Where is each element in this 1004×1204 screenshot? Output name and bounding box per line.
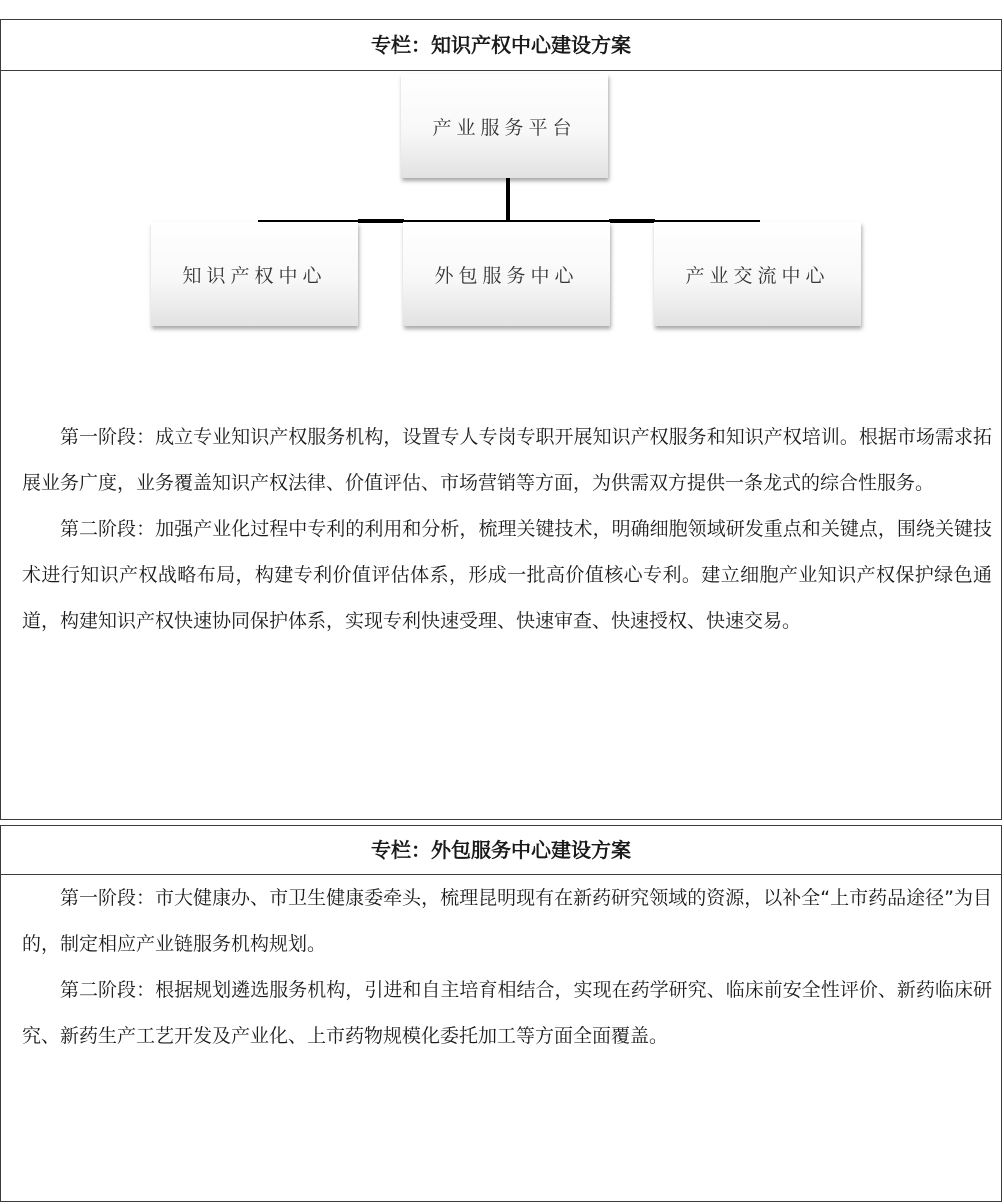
node-outsourcing-center: 外包服务中心	[403, 222, 610, 326]
panel-title: 专栏：外包服务中心建设方案	[1, 826, 1001, 875]
connector-line	[609, 219, 655, 223]
node-industry-exchange-center: 产业交流中心	[654, 222, 861, 326]
node-ip-center: 知识产权中心	[151, 222, 358, 326]
connector-line	[358, 219, 404, 223]
paragraph-stage-2: 第二阶段：根据规划遴选服务机构，引进和自主培育相结合，实现在药学研究、临床前安全性评价、新药临床研究、新药生产工艺开发及产业化、上市药物规模化委托加工等方面全面覆盖。	[22, 979, 992, 1047]
panel-body	[1, 406, 1001, 644]
paragraph-stage-2: 第二阶段：加强产业化过程中专利的利用和分析，梳理关键技术，明确细胞领域研发重点和关键点，围绕关键技术进行知识产权战略布局，构建专利价值评估体系，形成一批高价值核心专利。建立细胞产业知识产权保护绿色通道，构建知识产权快速协同保护体系，实现专利快速受理、快速审查、快速授权、快速交易。	[22, 518, 992, 632]
paragraph-stage-1: 第一阶段：成立专业知识产权服务机构，设置专人专岗专职开展知识产权服务和知识产权培训。根据市场需求拓展业务广度，业务覆盖知识产权法律、价值评估、市场营销等方面，为供需双方提供一条龙式的综合性服务。	[22, 426, 992, 494]
panel-body	[1, 875, 1001, 1059]
ip-center-panel	[0, 19, 1002, 820]
outsourcing-center-panel	[0, 825, 1002, 1202]
org-chart	[1, 71, 1001, 406]
connector-line	[506, 178, 510, 222]
paragraph-stage-1: 第一阶段：市大健康办、市卫生健康委牵头，梳理昆明现有在新药研究领域的资源，以补全“上市药品途径”为目的，制定相应产业链服务机构规划。	[22, 887, 992, 955]
panel-title: 专栏：知识产权中心建设方案	[1, 20, 1001, 71]
node-industry-service-platform: 产业服务平台	[401, 74, 608, 178]
